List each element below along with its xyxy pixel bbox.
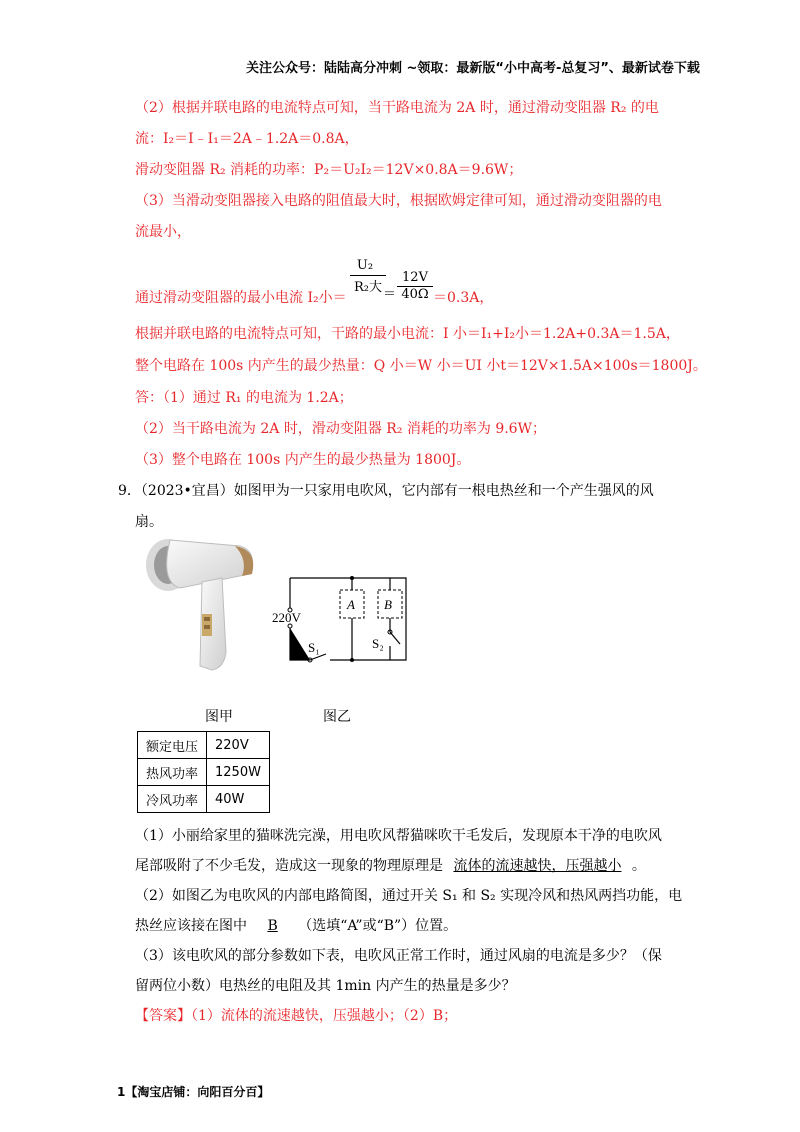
solution-line-10: （2）当干路电流为 2A 时，滑动变阻器 R₂ 消耗的功率为 9.6W； — [135, 421, 546, 437]
hair-dryer-image — [140, 532, 270, 682]
part-3-line-1: （3）该电吹风的部分参数如下表，电吹风正常工作时，通过风扇的电流是多少？（保 — [135, 948, 662, 964]
figure-a-caption: 图甲 — [205, 709, 233, 725]
table-cell: 冷风功率 — [138, 786, 207, 813]
table-row — [138, 786, 270, 813]
answer-text: （1）流体的流速越快，压强越小；（2）B； — [191, 1008, 458, 1024]
part-2-answer: B — [267, 918, 278, 934]
part-1-line-1: （1）小丽给家里的猫咪洗完澡，用电吹风帮猫咪吹干毛发后，发现原本干净的电吹风 — [135, 828, 662, 844]
solution-line-6-post: ＝0.3A， — [433, 290, 494, 306]
table-row — [138, 732, 270, 759]
table-cell: 40W — [207, 786, 270, 813]
page-footer: 1【淘宝店铺：向阳百分百】 — [117, 1085, 270, 1099]
part-2-end: （选填“A”或“B”）位置。 — [298, 918, 458, 934]
solution-line-7: 根据并联电路的电流特点可知，干路的最小电流：I 小＝I₁+I₂小＝1.2A+0.3A＝1.5A， — [135, 326, 680, 342]
circuit-voltage-label: 220V — [272, 610, 301, 625]
table-cell: 额定电压 — [138, 732, 207, 759]
part-3-line-2: 留两位小数）电热丝的电阻及其 1min 内产生的热量是多少？ — [135, 978, 516, 994]
fraction-denominator: R₂大 — [354, 280, 382, 295]
fraction-numerator: U₂ — [356, 258, 374, 273]
box-a-label: A — [347, 597, 355, 612]
switch-s2-label: S₂ — [372, 636, 384, 651]
page-header: 关注公众号：陆陆高分冲刺 ~领取：最新版“小中高考-总复习”、最新试卷下载 — [246, 61, 700, 76]
table-cell: 1250W — [207, 759, 270, 786]
part-2-line-2 — [135, 916, 457, 936]
solution-line-9: 答：（1）通过 R₁ 的电流为 1.2A； — [135, 390, 353, 406]
answer-tag: 【答案】 — [135, 1008, 191, 1024]
solution-line-5: 流最小， — [135, 224, 191, 240]
fraction-denominator: 40Ω — [401, 287, 429, 302]
question-9-line-1: 9．（2023•宜昌）如图甲为一只家用电吹风，它内部有一根电热丝和一个产生强风的风 — [118, 483, 654, 499]
fraction-u2-over-r2max — [350, 258, 386, 295]
box-b-label: B — [384, 597, 392, 612]
table-row — [138, 759, 270, 786]
fraction-12v-over-40ohm — [397, 270, 433, 302]
part-2-line-1: （2）如图乙为电吹风的内部电路简图，通过开关 S₁ 和 S₂ 实现冷风和热风两挡功能，电 — [135, 888, 683, 904]
solution-line-3: 滑动变阻器 R₂ 消耗的功率：P₂＝U₂I₂＝12V×0.8A＝9.6W； — [135, 162, 523, 178]
answer-line — [135, 1006, 457, 1026]
circuit-diagram — [268, 570, 418, 670]
solution-line-2: 流：I₂＝I﹣I₁＝2A﹣1.2A＝0.8A， — [135, 131, 359, 147]
part-1-text: 尾部吸附了不少毛发，造成这一现象的物理原理是 — [135, 858, 443, 874]
equals-sign: ＝ — [383, 287, 397, 302]
solution-line-4: （3）当滑动变阻器接入电路的阻值最大时，根据欧姆定律可知，通过滑动变阻器的电 — [135, 193, 662, 209]
part-2-text: 热丝应该接在图中 — [135, 918, 247, 934]
part-1-answer: 流体的流速越快，压强越小 — [453, 858, 622, 874]
table-cell: 热风功率 — [138, 759, 207, 786]
table-cell: 220V — [207, 732, 270, 759]
part-1-line-2 — [135, 856, 646, 876]
part-1-end: 。 — [631, 858, 646, 874]
parameter-table — [137, 731, 270, 813]
solution-line-1: （2）根据并联电路的电流特点可知，当干路电流为 2A 时，通过滑动变阻器 R₂ 的电 — [135, 100, 659, 116]
figure-b-caption: 图乙 — [323, 709, 351, 725]
solution-line-11: （3）整个电路在 100s 内产生的最少热量为 1800J。 — [135, 452, 471, 468]
fraction-numerator: 12V — [402, 270, 428, 285]
solution-line-8: 整个电路在 100s 内产生的最少热量：Q 小＝W 小＝UI 小t＝12V×1.5A×100s＝1800J。 — [135, 358, 707, 374]
switch-s1-label: S₁ — [308, 640, 320, 655]
solution-line-6-pre: 通过滑动变阻器的最小电流 I₂小＝ — [135, 290, 347, 306]
question-9-line-2: 扇。 — [135, 514, 163, 530]
